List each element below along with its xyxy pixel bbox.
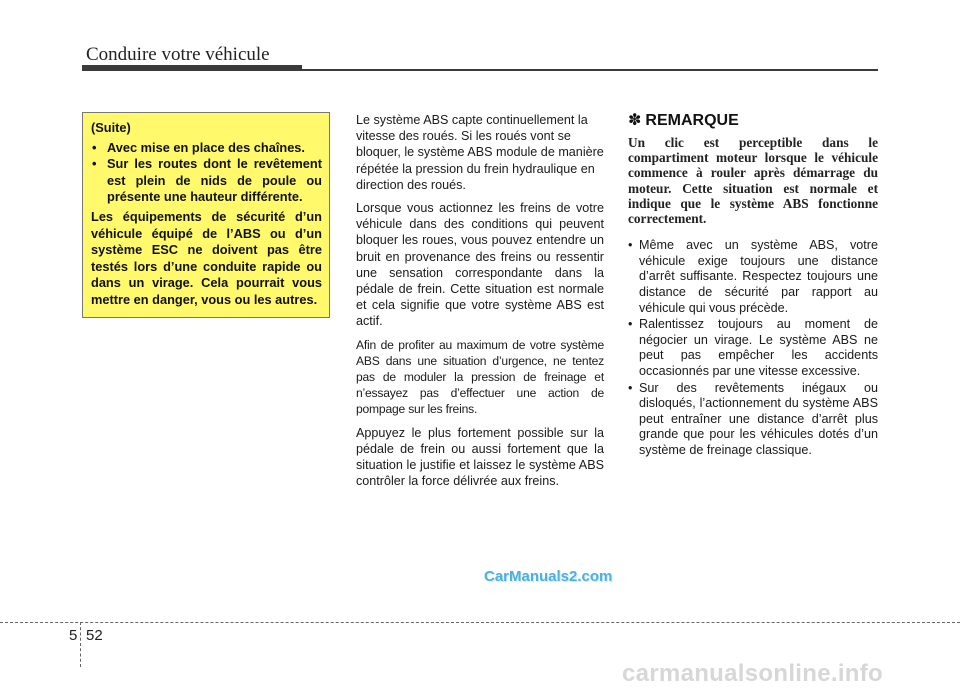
chapter-number: 5	[69, 627, 78, 644]
warning-body: Les équipements de sécurité d’un véhicule équipé de l’ABS ou d’un système ESC ne doivent pas être testés lors d’une conduite rapide ou dans un virage. Cela pourrait vous mettre en danger, vous ou les autres.	[91, 208, 322, 307]
paragraph: Le système ABS capte continuellement la vitesse des roués. Si les roués vont se bloquer, le système ABS module de manière répétée la pression du frein hydraulique en direction des roués.	[356, 113, 604, 192]
warning-bullet: • Sur les routes dont le revêtement est plein de nids de poule ou présente une hauteur différente.	[91, 156, 322, 206]
note-bullet: • Sur des revêtements inégaux ou disloqués, l’actionnement du système ABS peut entraîner une distance d’arrêt plus grande que pour les véhicules dotés d’un système de freinage classique.	[628, 381, 878, 459]
warning-box	[82, 112, 330, 318]
note-heading-label: REMARQUE	[645, 112, 739, 129]
note-column	[628, 110, 878, 460]
footer-vertical-divider	[80, 622, 81, 667]
warning-suite: (Suite)	[91, 120, 131, 135]
note-list	[628, 238, 878, 458]
paragraph: Lorsque vous actionnez les freins de votre véhicule dans des conditions qui peuvent bloquer les roues, vous pouvez entendre un bruit en provenance des freins ou ressentir une sensation correspondante dans la pédale de frein. Cette situation est normale et cela signifie que votre système ABS est actif.	[356, 201, 604, 329]
footer-watermark: carmanualsonline.info	[622, 660, 884, 687]
note-heading	[628, 110, 878, 130]
paragraph: Appuyez le plus fortement possible sur la pédale de frein ou aussi fortement que la situation le justifie et laissez le système ABS contrôler la force délivrée aux freins.	[356, 425, 604, 489]
asterisk-icon: ✽	[628, 112, 642, 129]
note-intro: Un clic est perceptible dans le compartiment moteur lorsque le véhicule commence à rouler après démarrage du moteur. Cette situation est normale et indique que le système ABS fonctionne correctement.	[628, 135, 878, 227]
paragraph: Afin de profiter au maximum de votre système ABS dans une situation d’urgence, ne tentez pas de moduler la pression de freinage et n’essayez pas d’effectuer une action de pompage sur les freins.	[356, 337, 604, 417]
watermark-link[interactable]: CarManuals2.com	[484, 568, 613, 585]
page-title: Conduire votre véhicule	[86, 44, 270, 65]
page-number: 52	[86, 627, 103, 644]
header-rule	[82, 69, 878, 71]
warning-bullet: • Avec mise en place des chaînes.	[91, 140, 322, 157]
note-bullet: • Ralentissez toujours au moment de négocier un virage. Le système ABS ne peut pas empêcher les accidents occasionnés par une vitesse excessive.	[628, 317, 878, 379]
footer-divider	[0, 622, 960, 623]
middle-column	[356, 112, 604, 496]
warning-list	[91, 140, 322, 206]
note-bullet: • Même avec un système ABS, votre véhicule exige toujours une distance d’arrêt suffisante. Respectez toujours une distance de sécurité par rapport au véhicule qui vous précède.	[628, 238, 878, 316]
